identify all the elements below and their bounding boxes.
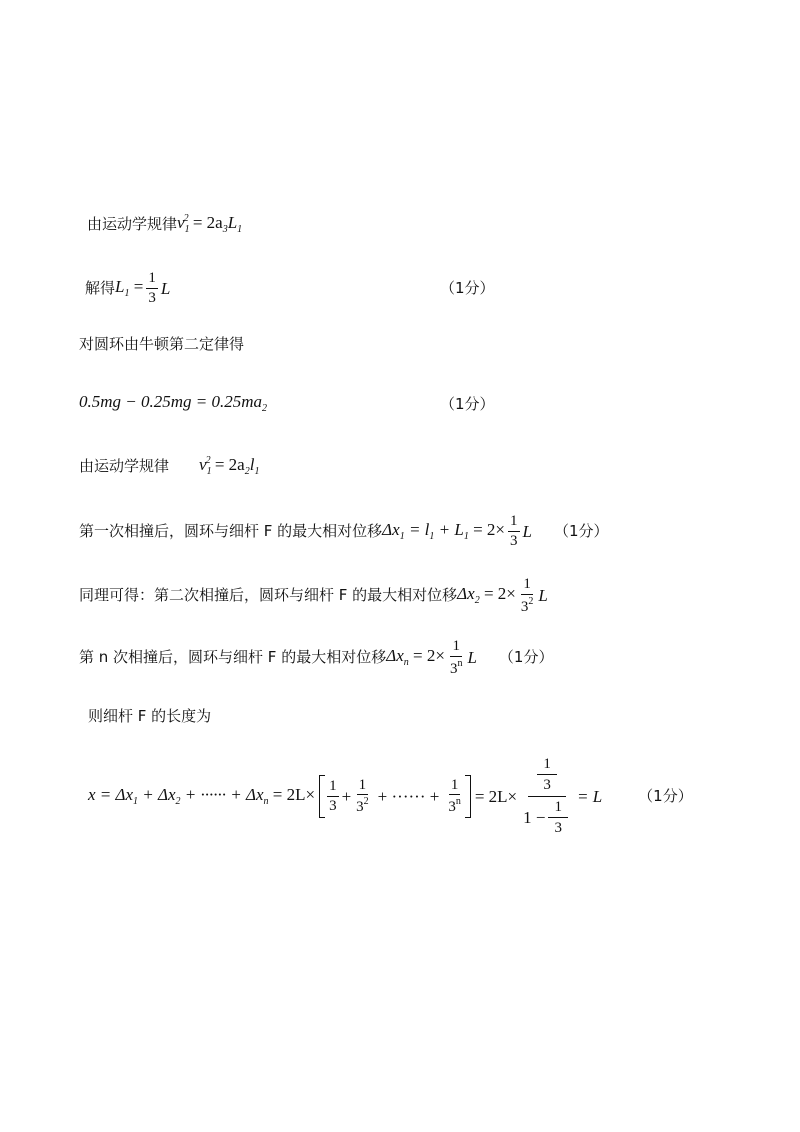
line-kinematics-2: [79, 456, 259, 477]
sum-lhs: $x = \Delta x_1 + \Delta x_2$ + ······ + $\Delta x_n = 2L\times$: [88, 784, 316, 807]
line-kinematics-1: [87, 214, 242, 235]
text: 由运动学规律: [87, 215, 178, 233]
fraction: $\frac{1}{3^2}$: [356, 776, 369, 815]
math: $L_1$ =: [115, 276, 144, 299]
bracket-group: [319, 775, 471, 818]
math-tail: L: [538, 586, 548, 605]
math-tail: L: [467, 648, 477, 667]
math: $\Delta x_1 = l_1 + L_1 = 2\times$: [382, 519, 506, 542]
score-label: （1分）: [554, 521, 609, 540]
result: = L: [576, 786, 603, 806]
line-second-collision: [79, 576, 548, 615]
plus: +: [341, 786, 352, 806]
math: $0.5mg - 0.25mg = 0.25ma_2$: [79, 392, 268, 414]
math: $v_1^2 = 2a_3L_1$: [177, 213, 243, 235]
score-label: （1分）: [498, 648, 554, 666]
fraction: $\frac{1}{3^n}$: [449, 638, 463, 677]
text: 第 n 次相撞后，圆环与细杆 F 的最大相对位移: [79, 648, 387, 666]
text: 对圆环由牛顿第二定律得: [79, 335, 245, 353]
line-nth-collision: [79, 638, 553, 677]
text: 同理可得：第二次相撞后，圆环与细杆 F 的最大相对位移: [79, 586, 458, 604]
one-minus: 1 −: [523, 808, 546, 827]
fraction: $\frac{1}{3}$: [329, 778, 337, 814]
text: 由运动学规律: [79, 457, 170, 475]
score-label: （1分）: [638, 786, 693, 805]
fraction: $\frac{1}{3}$: [510, 513, 518, 549]
math: $\Delta x_2 = 2\times$: [457, 584, 516, 606]
equals: = 2L×: [474, 786, 518, 806]
dots: + ······ +: [377, 786, 440, 806]
line-solve-L1: [85, 270, 170, 306]
math: $v_1^2 = 2a_2l_1$: [199, 455, 260, 477]
fraction: $\frac{1}{3}$: [148, 270, 156, 306]
score-label: （1分）: [440, 395, 495, 413]
fraction: $\frac{1}{3}$: [537, 756, 557, 794]
line-rod-length-intro: [88, 709, 211, 724]
fraction: $\frac{1}{3^n}$: [448, 776, 461, 815]
fraction: $\frac{1}{3^2}$: [520, 576, 534, 615]
text: 则细杆 F 的长度为: [88, 707, 212, 725]
line-rod-length-sum: [88, 755, 693, 836]
geometric-fraction: [521, 756, 573, 837]
text: 解得: [85, 278, 116, 297]
line-newton-intro: [79, 337, 244, 352]
fraction: $\frac{1}{3}$: [548, 799, 568, 837]
math-tail: L: [160, 278, 171, 298]
score-label: （1分）: [440, 279, 495, 297]
math: $\Delta x_n = 2\times$: [386, 646, 445, 668]
text: 第一次相撞后，圆环与细杆 F 的最大相对位移: [79, 521, 383, 540]
line-newton-eq: [79, 393, 267, 414]
math-tail: L: [522, 521, 532, 541]
line-first-collision: [79, 513, 609, 549]
